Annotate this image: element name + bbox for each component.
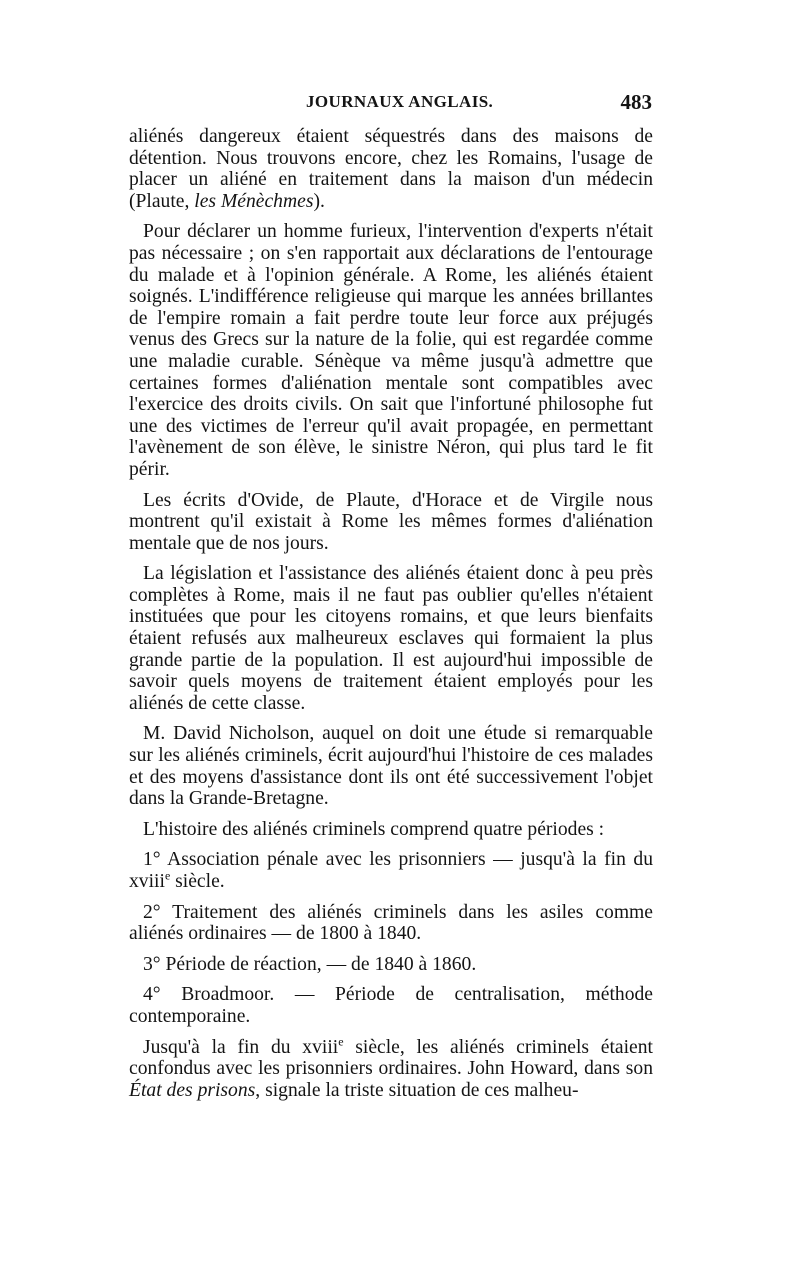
body-text xyxy=(129,126,653,1110)
paragraph-6: L'histoire des aliénés criminels comprend quatre périodes : xyxy=(143,818,605,840)
paragraph-3: Les écrits d'Ovide, de Plaute, d'Horace et de Virgile nous montrent qu'il existait à Rome les mêmes formes d'aliénation mentale que de nos jours. xyxy=(129,489,653,554)
paragraph-7-end: , signale la triste situation de ces malheu- xyxy=(255,1079,579,1101)
paragraph-7 xyxy=(129,1034,653,1102)
period-1 xyxy=(129,849,653,892)
century-superscript: e xyxy=(164,868,171,883)
running-head: JOURNAUX ANGLAIS. xyxy=(306,92,494,111)
paragraph-1-end: ). xyxy=(313,190,325,212)
period-1-text: 1° Association pénale avec les prisonniers — jusqu'à la fin du xyxy=(143,849,653,871)
century-numeral: xviii xyxy=(129,871,165,892)
paragraph-1 xyxy=(129,126,653,212)
paragraph-7-middle: siècle, les aliénés criminels étaient confondus avec les prisonniers ordinaires. John Howard, dans son xyxy=(129,1036,653,1080)
book-title: État des prisons xyxy=(129,1079,256,1101)
period-4: 4° Broadmoor. — Période de centralisation, méthode contemporaine. xyxy=(129,984,653,1027)
period-1-end: siècle. xyxy=(170,871,225,892)
paragraph-1-text: aliénés dangereux étaient séquestrés dans des maisons de détention. Nous trouvons encore, chez les Romains, l'usage de placer un aliéné en traitement dans la maison d'un médecin (Plaute, xyxy=(129,126,653,212)
period-3: 3° Période de réaction, — de 1840 à 1860. xyxy=(143,953,477,975)
page-number: 483 xyxy=(620,90,652,114)
century-superscript: e xyxy=(338,1034,344,1049)
paragraph-4: La législation et l'assistance des aliénés étaient donc à peu près complètes à Rome, mais il ne faut pas oublier qu'elles n'étaient instituées que pour les citoyens romains, et que leurs bienfaits étaient refusés aux malheureux esclaves qui formaient la plus grande partie de la population. Il est aujourd'hui impossible de savoir quels moyens de traitement étaient employés pour les aliénés de cette classe. xyxy=(129,563,653,714)
paragraph-2: Pour déclarer un homme furieux, l'intervention d'experts n'était pas nécessaire ; on s'en rapportait aux déclarations de l'entourage du malade et à l'opinion générale. A Rome, les aliénés étaient soignés. L'indifférence religieuse qui marque les années brillantes de l'empire romain a fait perdre toute leur force aux préjugés venus des Grecs sur la nature de la folie, qui est regardée comme une maladie curable. Sénèque va même jusqu'à admettre que certaines formes d'aliénation mentale sont compatibles avec l'exercice des droits civils. On sait que l'infortuné philosophe fut une des victimes de l'erreur qu'il avait propagée, en permettant l'avènement de son élève, le sinistre Néron, qui plus tard le fit périr. xyxy=(129,221,653,480)
century-numeral: xviii xyxy=(302,1036,339,1058)
play-title: les Ménèchmes xyxy=(194,190,314,212)
period-2: 2° Traitement des aliénés criminels dans les asiles comme aliénés ordinaires — de 1800 à 1840. xyxy=(129,901,653,945)
page-header xyxy=(128,92,652,118)
paragraph-5: M. David Nicholson, auquel on doit une étude si remarquable sur les aliénés criminels, écrit aujourd'hui l'histoire de ces malades et des moyens d'assistance dont ils ont été successivement l'objet dans la Grande-Bretagne. xyxy=(129,723,653,810)
paragraph-7-start: Jusqu'à la fin du xyxy=(143,1036,303,1058)
